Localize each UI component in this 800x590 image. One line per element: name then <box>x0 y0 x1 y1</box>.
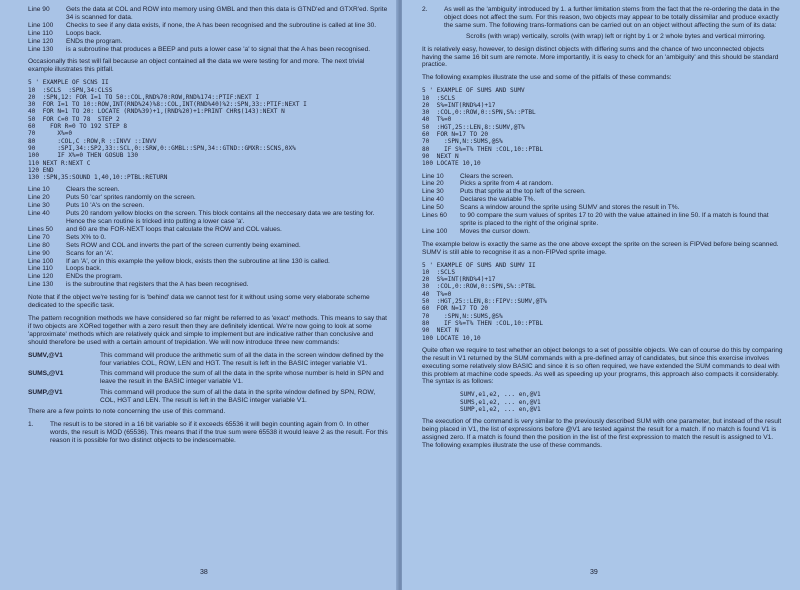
page-number: 38 <box>200 569 208 576</box>
line-text: If an 'A', or in this example the yellow block, exists then the subroutine at line 130 is called. <box>66 257 330 265</box>
syntax-block: SUMV,e1,e2, ... en,@V1 SUMS,e1,e2, ... en,@V1 SUMP,e1,e2, ... en,@V1 <box>460 391 541 413</box>
command-entry <box>28 389 388 405</box>
line-explanation <box>28 281 388 289</box>
line-explanation <box>28 194 388 202</box>
page-number: 39 <box>590 569 598 576</box>
line-text: Sets ROW and COL and inverts the part of the screen currently being examined. <box>66 241 301 249</box>
line-text: Puts that sprite at the top left of the screen. <box>460 188 586 196</box>
line-text: ENDs the program. <box>66 37 123 45</box>
command-name: SUMP,@V1 <box>28 389 63 397</box>
paragraph: There are a few points to note concerning the use of this command. <box>28 408 226 416</box>
left-page <box>0 0 398 590</box>
line-explanation <box>422 173 784 181</box>
indented-note: Scrolls (with wrap) vertically, scrolls (with wrap) left or right by 1 or 2 whole bytes and vertical mirroring. <box>466 32 766 40</box>
line-label: Line 40 <box>28 210 50 218</box>
paragraph: It is relatively easy, however, to design distinct objects with differing sums and the chance of two unconnected objects having the same 16 bit sum are remote. More importantly, it is easy to check for an 'ambiguity' and this should be standard practice. <box>422 45 779 69</box>
line-text: Clears the screen. <box>460 172 514 180</box>
line-text: Picks a sprite from 4 at random. <box>460 180 554 188</box>
line-label: Line 70 <box>28 233 50 241</box>
paragraph: The execution of the command is very similar to the previously described SUM with one parameter, but instead of the result being placed in V1, the list of expressions before @V1 are tested against the result for a match. If no match is found V1 is assigned zero. If a match is found then the position in the list of the first expression to match the result is assigned to V1. The following examples illustrate the use of these commands. <box>422 418 782 449</box>
line-text: is the subroutine that registers that the A has been recognised. <box>66 281 249 289</box>
line-text: Gets the data at COL and ROW into memory using GMBL and then this data is GTND'ed and GTXR'ed. Sprite 34 is scanned for data. <box>66 6 388 21</box>
line-text: Sets X% to 0. <box>66 233 106 241</box>
line-text: is a subroutine that produces a BEEP and puts a lower case 'a' to signal that the A has been recognised. <box>66 45 371 53</box>
line-label: Line 80 <box>28 241 50 249</box>
line-explanation <box>28 22 388 30</box>
line-explanation <box>422 180 784 188</box>
paragraph: Occasionally this test will fail because an object contained all the data we were testing for and more. The next trivial example illustrates this pitfall. <box>28 58 365 74</box>
line-explanation <box>28 250 388 258</box>
line-text: and 60 are the FOR-NEXT loops that calculate the ROW and COL values. <box>66 225 282 233</box>
command-entry <box>28 370 388 386</box>
line-explanation-list <box>422 173 784 236</box>
line-text: ENDs the program. <box>66 273 123 281</box>
line-label: Line 10 <box>422 172 444 180</box>
right-page <box>402 0 800 590</box>
line-explanation <box>28 210 388 226</box>
numbered-point <box>422 6 784 30</box>
command-entry <box>28 352 388 368</box>
line-label: Line 120 <box>28 37 54 45</box>
command-name: SUMS,@V1 <box>28 370 64 378</box>
line-label: Lines 60 <box>422 212 447 220</box>
line-label: Lines 50 <box>28 225 53 233</box>
command-description: This command will produce the arithmetic sum of all the data in the screen window defined by the four variables COL, ROW, LEN and HGT. The result is left in the BASIC integer variable V1. <box>100 351 384 367</box>
line-text: Clears the screen. <box>66 186 120 194</box>
line-text: Moves the cursor down. <box>460 227 530 235</box>
line-explanation <box>28 46 388 54</box>
line-label: Line 100 <box>422 227 448 235</box>
line-text: Puts 20 random yellow blocks on the screen. This block contains all the neccesary data we are testing for. Hence the scan routine is tricked into putting a lower case 'a'. <box>66 210 375 226</box>
line-label: Line 110 <box>28 265 53 273</box>
line-text: to 90 compare the sum values of sprites 17 to 20 with the value attained in line 50. If a match is found that sprite is placed to the right of the original sprite. <box>460 212 769 227</box>
line-explanation-list <box>28 186 388 289</box>
line-explanation <box>28 242 388 250</box>
line-explanation <box>422 196 784 204</box>
line-label: Line 50 <box>422 204 444 212</box>
line-label: Line 100 <box>28 21 54 29</box>
line-explanation <box>28 202 388 210</box>
line-label: Line 10 <box>28 186 50 194</box>
line-text: Scans a window around the sprite using SUMV and stores the result in T%. <box>460 204 680 212</box>
paragraph: The example below is exactly the same as the one above except the sprite on the screen is FIPVed before being scanned. SUMV is still able to recognise it as a non-FIPVed sprite image. <box>422 240 779 256</box>
line-label: Line 110 <box>28 29 53 37</box>
line-label: Line 90 <box>28 249 50 257</box>
line-label: Line 30 <box>422 188 444 196</box>
line-explanation <box>28 258 388 266</box>
line-explanation <box>28 6 388 22</box>
line-text: Puts 10 'A's on the screen. <box>66 202 145 210</box>
line-explanation <box>28 226 388 234</box>
line-label: Line 20 <box>422 180 444 188</box>
line-explanation <box>28 30 388 38</box>
paragraph: Quite often we require to test whether an object belongs to a set of possible objects. We can of course do this by comparing the result in V1 returned by the SUM commands with a pre-defined array of candidates, but since this exercise involves executing some relatively slow BASIC and since it is so often required, we have extended the SUM commands to deal with this problem at machine code speeds. As well as speeding up your programs, this approach also compacts it considerably. The syntax is as follows: <box>422 346 783 386</box>
paragraph: The pattern recognition methods we have considered so far might be referred to as 'exact' methods. This means to say that if two objects are XORed together with a zero result then they are definitely identical. We're now going to look at some 'approximate' methods which are relatively quick and simple to implement but are indicative rather than conclusive and should therefore be used with a certain amount of trepidation. We will now introduce three new commands: <box>28 315 388 346</box>
line-explanation <box>28 38 388 46</box>
line-text: Checks to see if any data exists, if none, the A has been recognised and the subroutine is called at line 30. <box>66 21 377 29</box>
line-label: Line 20 <box>28 194 50 202</box>
line-label: Line 40 <box>422 196 444 204</box>
command-description: This command will produce the sum of all the data in the sprite whose number is held in SPN and leave the result in the BASIC integer variable V1. <box>100 370 384 386</box>
command-list <box>28 352 388 405</box>
code-listing: 5 ' EXAMPLE OF SUMS AND SUMV 10 :SCLS 20 S%=INT(RND%4)+17 30 :COL,0::ROW,0::SPN,S%::PTBL 40 T%=0 50 :HGT,25::LEN,8::SUMV,@T% 60 FOR N=17 TO 20 70 :SPN,N::SUMS,@S% 80 IF S%=T% THEN :COL,10::PTBL 90 NEXT N 100 LOCATE 10,10 <box>422 87 544 168</box>
line-label: Line 120 <box>28 273 54 281</box>
line-explanation <box>422 212 784 228</box>
point-number: 1. <box>28 420 34 428</box>
line-text: Puts 50 'car' sprites randomly on the screen. <box>66 194 196 202</box>
line-text: Scans for an 'A'. <box>66 249 114 257</box>
point-text: The result is to be stored in a 16 bit variable so if it exceeds 65536 it will begin counting again from 0. In other words, the result is MOD (65536). This means that if the true sum were 65538 it would leave 2 as the result. For this reason it is possible for two distinct objects to be indescernable. <box>50 420 388 444</box>
line-label: Line 130 <box>28 281 54 289</box>
intro-line-list <box>28 6 388 53</box>
point-number: 2. <box>422 6 428 13</box>
line-text: Loops back. <box>66 265 102 273</box>
line-label: Line 130 <box>28 45 54 53</box>
line-explanation <box>28 234 388 242</box>
paragraph: Note that if the object we're testing for is 'behind' data we cannot test for it without using some very elaborate scheme dedicated to the specific task. <box>28 294 370 310</box>
line-explanation <box>28 186 388 194</box>
line-explanation <box>422 228 784 236</box>
numbered-point <box>28 421 388 445</box>
code-listing: 5 ' EXAMPLE OF SCNS II 10 :SCLS :SPN,34:CLSS 20 :SPN,12: FOR I=1 TO 50::COL,RND%70:ROW,RND%174::PTIF:NEXT I 30 FOR I=1 TO 10::ROW,INT(RND%24)%8::COL,INT(RND%40)%2::SPN,33::PTIF:NEXT I 40 FOR N=1 TO 20: LOCATE (RND%39)+1,(RND%20)+1:PRINT CHR$(143):NEXT N 50 FOR C=0 TO 78 STEP 2 60 FOR R=0 TO 192 STEP 8 70 X%=0 80 :COL,C :ROW,R ::INVV ::INVV 90 :SPI,34::SP2,33::SCL,0::SRW,0::GMBL::SPN,34::GTND::GMXR::SCNS,0X% 100 IF X%=0 THEN GOSUB 130 110 NEXT R:NEXT C 120 END 130 :SPN,35:SOUND 1,40,10::PTBL:RETURN <box>28 79 307 182</box>
line-explanation <box>422 204 784 212</box>
line-label: Line 100 <box>28 257 54 265</box>
line-explanation <box>28 273 388 281</box>
line-explanation <box>422 188 784 196</box>
line-text: Declares the variable T%. <box>460 196 536 204</box>
command-name: SUMV,@V1 <box>28 351 63 359</box>
line-explanation <box>28 265 388 273</box>
line-label: Line 90 <box>28 6 50 13</box>
point-text: As well as the 'ambiguity' introduced by 1. a further limitation stems from the fact that the re-ordering the data in the object does not affect the sum. For this reason, two objects may appear to be totally dissimilar and produce exactly the same sum. The following trans-formations can be carried out on an object without affecting the sum of its data: <box>444 6 780 29</box>
command-description: This command will produce the sum of all the data in the sprite window defined by SPN, ROW, COL, HGT and LEN. The result is left in the BASIC integer variable V1. <box>100 389 376 405</box>
code-listing: 5 ' EXAMPLE OF SUMS AND SUMV II 10 :SCLS 20 S%=INT(RND%4)+17 30 :COL,0::ROW,0::SPN,S%::PTBL 40 T%=0 50 :HGT,25::LEN,8::FIPV::SUMV,@T% 60 FOR N=17 TO 20 70 :SPN,N::SUMS,@S% 80 IF S%=T% THEN :COL,10::PTBL 90 NEXT N 100 LOCATE 10,10 <box>422 261 547 342</box>
line-label: Line 30 <box>28 202 50 210</box>
paragraph: The following examples illustrate the use and some of the pitfalls of these commands: <box>422 74 672 82</box>
line-text: Loops back. <box>66 29 102 37</box>
